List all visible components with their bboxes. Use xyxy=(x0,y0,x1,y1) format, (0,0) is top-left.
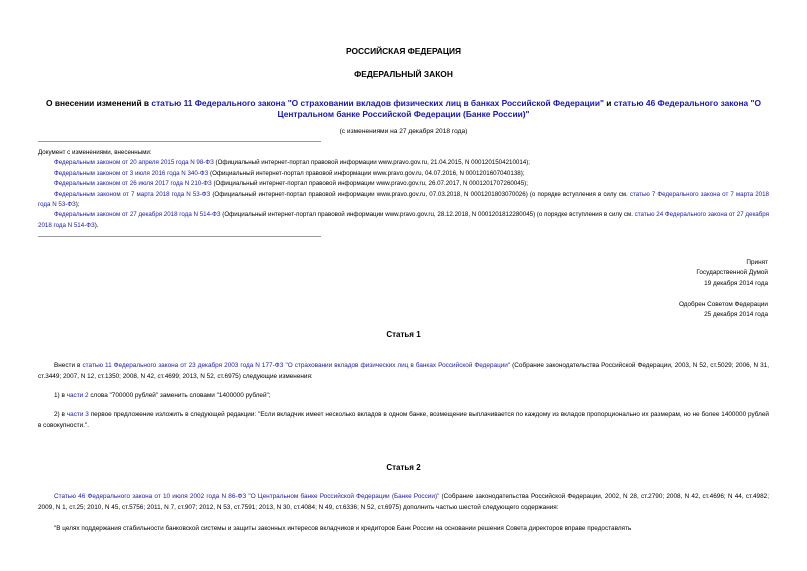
title-middle: и xyxy=(603,98,614,108)
adoption-line: 19 декабря 2014 года xyxy=(704,279,768,287)
approval-line: Одобрен Советом Федерации xyxy=(678,301,768,308)
change-text: (Официальный интернет-портал правовой информации www.pravo.gov.ru, 28.12.2018, N 0001201812280045) (о порядке вступления в силу см. xyxy=(220,211,635,219)
item-1-prefix: 1) в xyxy=(54,392,67,399)
divider-bottom xyxy=(38,236,321,237)
article-1-heading: Статья 1 xyxy=(386,330,421,339)
article-2-paragraph xyxy=(38,492,769,514)
council-approval xyxy=(679,300,768,321)
article-1-law-link[interactable]: статью 11 Федерального закона от 23 декабря 2003 года N 177-ФЗ "О страховании вкладов физических лиц в банках Российской Федерации" xyxy=(82,362,511,369)
changes-list xyxy=(38,148,769,231)
change-tail: ). xyxy=(94,221,99,229)
change-text: (Официальный интернет-портал правовой информации www.pravo.gov.ru, 04.07.2016, N 0001201607040138); xyxy=(208,169,525,177)
change-text: (Официальный интернет-портал правовой информации www.pravo.gov.ru, 26.07.2017, N 0001201707260045); xyxy=(211,180,528,188)
article-2-text: (Собрание законодательства Российской Федерации, 2002, N 28, ст.2790; 2008, N 42, ст.4696; N 44, ст.4982; 2009, N 1, ст.25; 2010, N 45, ст.5756; 2011, N 7, ст.907; 2012, N 53, ст.7591; 2013, N 30, ст.4084; N 49, ст.6336; N 52, ст.6975) дополнить частью шестой следующего содержания: xyxy=(38,493,769,511)
title-prefix: О внесении изменений в xyxy=(45,98,152,108)
article-1-item-2 xyxy=(38,410,769,432)
change-link[interactable]: Федеральным законом от 20 апреля 2015 года N 98-ФЗ xyxy=(54,159,214,167)
approval-line: 25 декабря 2014 года xyxy=(704,311,768,319)
divider-top xyxy=(38,141,321,142)
change-link[interactable]: Федеральным законом от 27 декабря 2018 года N 514-ФЗ xyxy=(54,211,221,219)
change-item xyxy=(38,158,769,168)
item-2-prefix: 2) в xyxy=(54,411,67,418)
change-link[interactable]: Федеральным законом от 7 марта 2018 года N 53-ФЗ xyxy=(54,190,211,198)
article-2-law-link[interactable]: Статью 46 Федерального закона от 10 июля 2002 года N 86-ФЗ "О Центральном банке Российской Федерации (Банке России)" xyxy=(54,493,440,500)
change-item xyxy=(38,179,769,189)
duma-adoption xyxy=(696,258,768,289)
article-1-item-1 xyxy=(38,391,769,402)
article-1-paragraph xyxy=(38,361,769,383)
doc-type-heading: ФЕДЕРАЛЬНЫЙ ЗАКОН xyxy=(354,69,453,79)
country-heading: РОССИЙСКАЯ ФЕДЕРАЦИЯ xyxy=(345,46,462,56)
change-item xyxy=(38,169,769,179)
law-title xyxy=(40,98,767,120)
article-1-text: (Собрание законодательства Российской Федерации, 2003, N 52, ст.5029; 2006, N 31, ст.3449; 2007, N 12, ст.1350; 2008, N 42, ст.4699; 2013, N 52, ст.6975) следующие изменения: xyxy=(38,362,770,380)
change-item xyxy=(38,210,769,231)
article-2-quote-text: "В целях поддержания стабильности банковской системы и защиты законных интересов вкладчиков и кредиторов Банк России на основании решения Совета директоров вправе предоставлять xyxy=(54,525,632,532)
change-tail: ); xyxy=(75,201,80,209)
article-2-quote xyxy=(38,524,769,535)
change-link[interactable]: Федеральным законом от 26 июля 2017 года N 210-ФЗ xyxy=(54,180,212,188)
change-link[interactable]: Федеральным законом от 3 июля 2016 года N 340-ФЗ xyxy=(54,169,209,177)
changes-intro: Документ с изменениями, внесенными: xyxy=(38,149,152,156)
part-2-link[interactable]: части 2 xyxy=(66,392,89,399)
part-3-link[interactable]: части 3 xyxy=(66,411,89,418)
adoption-line: Принят xyxy=(746,259,768,266)
title-link-article-46[interactable]: статью 46 Федерального закона "О Центральном банке Российской Федерации (Банке России)" xyxy=(277,98,762,119)
change-link-secondary[interactable]: статью 7 Федерального закона от 7 марта 2018 года N 53-ФЗ xyxy=(38,190,769,209)
change-text: (Официальный интернет-портал правовой информации www.pravo.gov.ru, 07.03.2018, N 0001201803070026) (о порядке вступления в силу см. xyxy=(210,190,630,198)
title-link-article-11[interactable]: статью 11 Федерального закона "О страховании вкладов физических лиц в банках Российской Федерации" xyxy=(151,98,604,108)
edition-note: (с изменениями на 27 декабря 2018 года) xyxy=(339,128,468,135)
change-link-secondary[interactable]: статью 24 Федерального закона от 27 декабря 2018 года N 514-ФЗ xyxy=(38,211,769,229)
item-1-text: слова "700000 рублей" заменить словами "1400000 рублей"; xyxy=(88,392,271,399)
article-2-heading: Статья 2 xyxy=(386,463,421,472)
change-item xyxy=(38,190,769,211)
article-1-prefix: Внести в xyxy=(54,362,83,369)
item-2-text: первое предложение изложить в следующей редакции: "Если вкладчик имеет несколько вкладов в одном банке, возмещение выплачивается по каждому из вкладов пропорционально их размерам, но не более 1400000 рублей в совокупности.". xyxy=(38,411,769,429)
change-text: (Официальный интернет-портал правовой информации www.pravo.gov.ru, 21.04.2015, N 0001201504210014); xyxy=(213,159,530,167)
adoption-line: Государственной Думой xyxy=(696,269,768,277)
